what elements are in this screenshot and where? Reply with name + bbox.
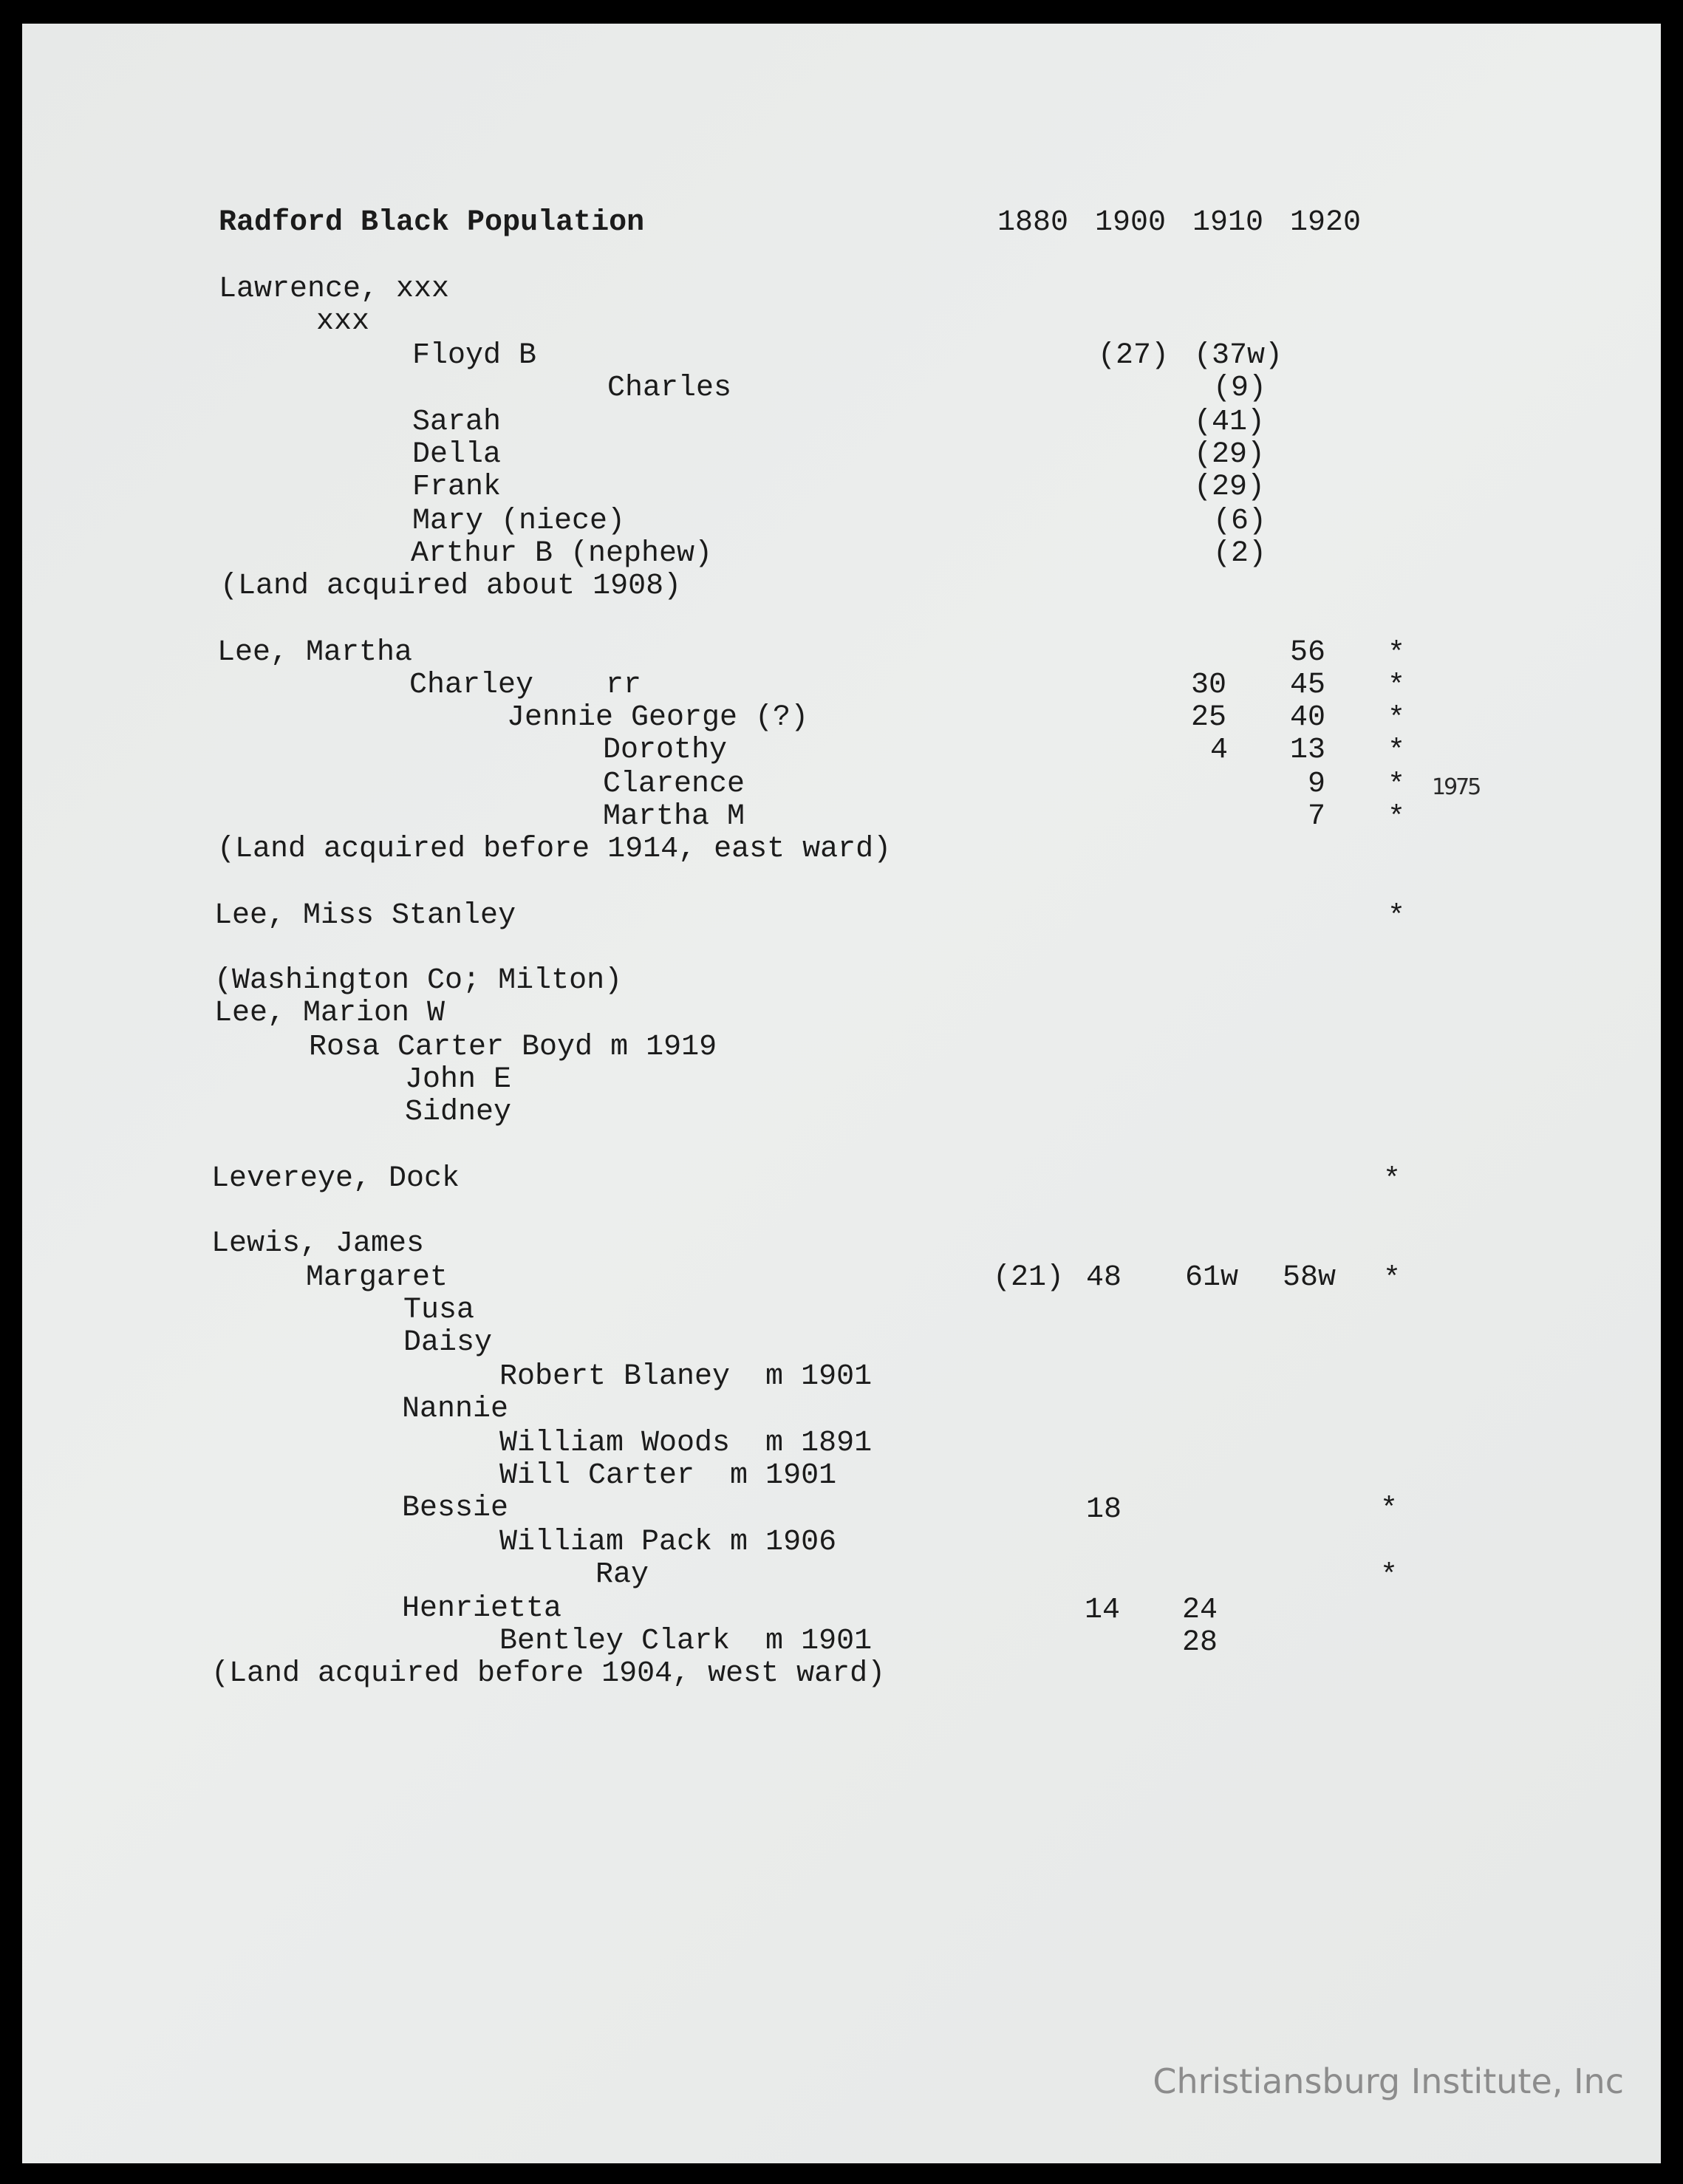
spouse-name: Rosa Carter Boyd m 1919 (309, 1031, 717, 1064)
page-title: Radford Black Population (219, 206, 645, 239)
member-name: Nannie (402, 1393, 509, 1426)
member-name: Arthur B (nephew) (411, 537, 713, 570)
paper-page (22, 24, 1661, 2163)
age-1910: (29) (1194, 471, 1266, 504)
spouse-name: William Woods m 1891 (499, 1427, 873, 1460)
member-name: Frank (412, 471, 502, 504)
place-note: (Washington Co; Milton) (214, 964, 623, 997)
age-1910: (9) (1213, 372, 1267, 405)
member-name: Dorothy (603, 734, 728, 767)
asterisk-mark: * (1387, 769, 1406, 802)
family-head: Lee, Martha (217, 636, 413, 669)
occupation-note: rr (606, 669, 642, 702)
asterisk-mark: * (1380, 1493, 1399, 1526)
family-head: Levereye, Dock (211, 1162, 460, 1195)
age-1920: 56 (1290, 636, 1326, 669)
age-1910: 4 (1210, 734, 1229, 767)
member-name: Mary (niece) (412, 505, 626, 538)
member-name: Charley (409, 669, 534, 702)
member-name: Sidney (405, 1096, 512, 1129)
asterisk-mark: * (1383, 1263, 1402, 1296)
member-name: Ray (595, 1558, 649, 1591)
asterisk-mark: * (1387, 638, 1406, 671)
land-note: (Land acquired before 1914, east ward) (217, 833, 892, 866)
age-1900: (27) (1098, 339, 1170, 372)
handwritten-annotation: 1975 (1432, 774, 1480, 800)
spouse-name: Margaret (306, 1261, 448, 1294)
year-1880-header: 1880 (997, 206, 1069, 239)
land-note: (Land acquired before 1904, west ward) (211, 1657, 886, 1690)
age-1910: (37w) (1194, 339, 1283, 372)
age-1910: 25 (1191, 701, 1227, 734)
age-1910: (2) (1213, 537, 1267, 570)
age-1920: 45 (1290, 669, 1326, 702)
age-1920: 9 (1308, 768, 1326, 801)
member-name: Bessie (402, 1492, 509, 1525)
member-name: Sarah (412, 406, 502, 439)
age-1920: 7 (1308, 800, 1326, 833)
asterisk-mark: * (1387, 802, 1406, 835)
age-1910: (41) (1194, 406, 1266, 439)
member-name: Clarence (603, 768, 745, 801)
member-name: Tusa (403, 1294, 475, 1327)
asterisk-mark: * (1383, 1164, 1402, 1197)
asterisk-mark: * (1387, 703, 1406, 736)
year-1900-header: 1900 (1095, 206, 1167, 239)
family-head: Lee, Miss Stanley (214, 899, 516, 932)
asterisk-mark: * (1380, 1560, 1399, 1593)
age-1920: 58w (1283, 1261, 1336, 1294)
member-name: Daisy (403, 1326, 493, 1359)
age-1910: (6) (1213, 505, 1267, 538)
age-1880: (21) (993, 1261, 1065, 1294)
asterisk-mark: * (1387, 735, 1406, 768)
member-name: Charles (607, 372, 732, 405)
age-1910: 28 (1182, 1626, 1218, 1659)
member-name: Floyd B (412, 339, 537, 372)
age-1910: 61w (1185, 1261, 1239, 1294)
spouse-name: Robert Blaney m 1901 (499, 1360, 873, 1393)
year-1920-header: 1920 (1290, 206, 1362, 239)
spouse-name: William Pack m 1906 (499, 1526, 837, 1559)
land-note: (Land acquired about 1908) (220, 570, 682, 603)
spouse-name: Will Carter m 1901 (499, 1459, 837, 1492)
family-head: Lewis, James (211, 1227, 425, 1260)
family-head: Lee, Marion W (214, 997, 446, 1030)
asterisk-mark: * (1387, 670, 1406, 703)
member-name: Jennie George (?) (507, 701, 809, 734)
spouse-name: xxx (316, 305, 370, 338)
family-head: Lawrence, xxx (219, 273, 450, 306)
age-1920: 13 (1290, 734, 1326, 767)
member-name: Henrietta (402, 1592, 562, 1625)
age-1900: 14 (1085, 1594, 1121, 1627)
age-1910: 24 (1182, 1594, 1218, 1627)
member-name: Martha M (603, 800, 745, 833)
age-1900: 48 (1086, 1261, 1122, 1294)
member-name: John E (405, 1063, 512, 1096)
age-1910: 30 (1191, 669, 1227, 702)
spouse-name: Bentley Clark m 1901 (499, 1625, 873, 1658)
asterisk-mark: * (1387, 901, 1406, 934)
age-1920: 40 (1290, 701, 1326, 734)
watermark-text: Christiansburg Institute, Inc (1153, 2061, 1624, 2101)
year-1910-header: 1910 (1192, 206, 1264, 239)
age-1900: 18 (1086, 1493, 1122, 1526)
member-name: Della (412, 438, 502, 471)
age-1910: (29) (1194, 438, 1266, 471)
